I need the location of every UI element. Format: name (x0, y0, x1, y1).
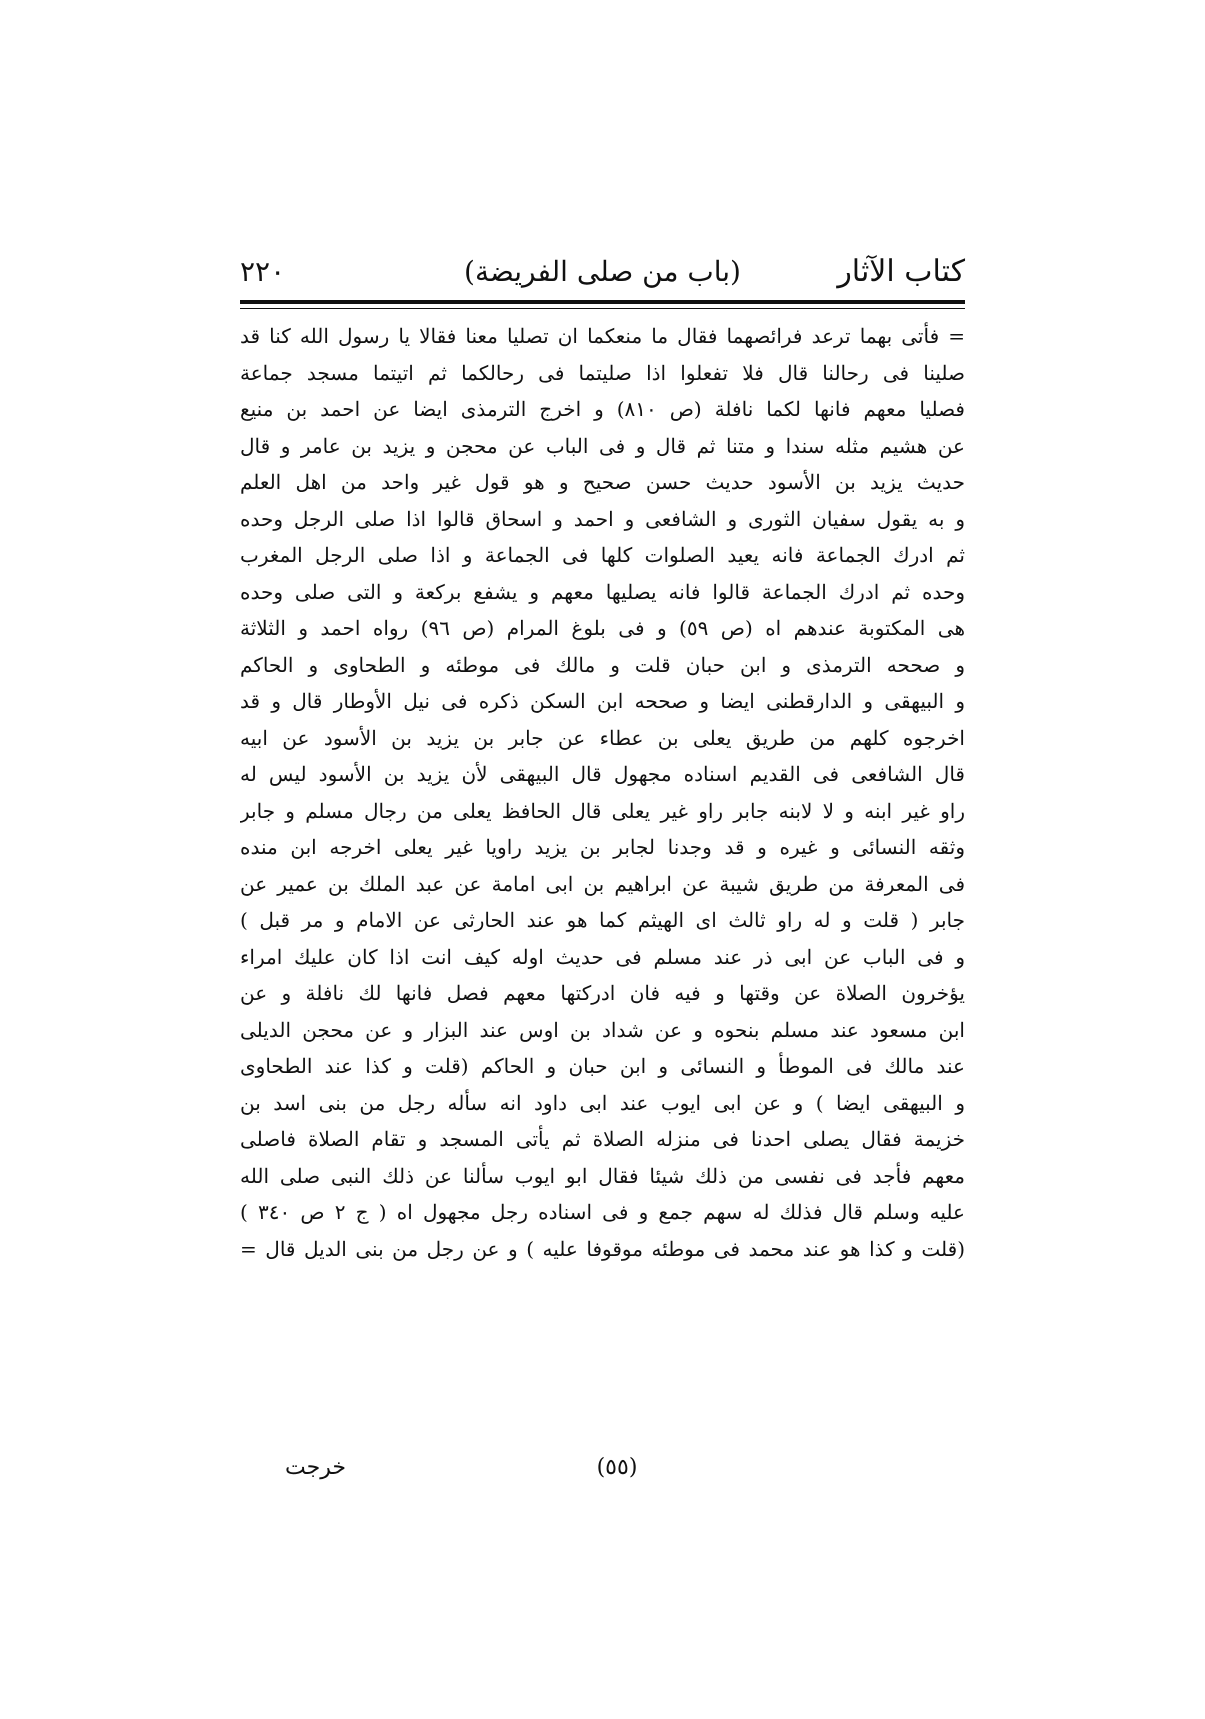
catchword: خرجت (285, 1455, 346, 1480)
text-line: و به يقول سفيان الثورى و الشافعى و احمد و اسحاق قالوا اذا صلى الرجل وحده (240, 506, 965, 531)
chapter-title: (باب من صلى الفريضة) (464, 255, 741, 288)
book-title: كتاب الآثار (837, 254, 965, 289)
text-line: صلينا فى رحالنا قال فلا تفعلوا اذا صليتما فى رحالكما ثم اتيتما مسجد جماعة (240, 360, 965, 385)
text-line: وثقه النسائى و غيره و قد وجدنا لجابر بن يزيد راويا غير يعلى اخرجه ابن منده (240, 835, 965, 859)
text-line: و صححه الترمذى و ابن حبان قلت و مالك فى موطئه و الطحاوى و الحاكم (240, 652, 965, 677)
text-line: = فأتى بهما ترعد فرائصهما فقال ما منعكما ان تصليا معنا فقالا يا رسول الله كنا قد (240, 324, 965, 348)
text-line: و البيهقى و الدارقطنى ايضا و صححه ابن السكن ذكره فى نيل الأوطار قال و قد (240, 689, 965, 713)
body-text (240, 318, 965, 1267)
text-line: ابن مسعود عند مسلم بنحوه و عن شداد بن اوس عند البزار و عن محجن الديلى (240, 1017, 965, 1042)
page-header (240, 250, 965, 300)
text-line: يؤخرون الصلاة عن وقتها و فيه فان ادركتها معهم فصل فانها لك نافلة و عن (240, 981, 965, 1005)
text-line: فى المعرفة من طريق شيبة عن ابراهيم بن ابى امامة عن عبد الملك بن عمير عن (240, 871, 965, 896)
text-line: و فى الباب عن ابى ذر عند مسلم فى حديث اوله كيف انت اذا كان عليك امراء (240, 944, 965, 969)
text-line: (قلت و كذا هو عند محمد فى موطئه موقوفا عليه ) و عن رجل من بنى الديل قال = (240, 1236, 965, 1261)
text-line: عن هشيم مثله سندا و متنا ثم قال و فى الباب عن محجن و يزيد بن عامر و قال (240, 433, 965, 458)
text-line: راو غير ابنه و لا لابنه جابر راو غير يعلى قال الحافظ يعلى من رجال مسلم و جابر (240, 798, 965, 823)
page-number: ٢٢٠ (240, 255, 286, 288)
text-line: و البيهقى ايضا ) و عن ابى ايوب عند ابى داود انه سأله رجل من بنى اسد بن (240, 1090, 965, 1115)
text-line: ثم ادرك الجماعة فانه يعيد الصلوات كلها فى الجماعة و اذا صلى الرجل المغرب (240, 543, 965, 567)
text-line: معهم فأجد فى نفسى من ذلك شيئا فقال ابو ايوب سألنا عن ذلك النبى صلى الله (240, 1163, 965, 1188)
text-line: جابر ( قلت و له راو ثالث اى الهيثم كما هو عند الحارثى عن الامام و مر قبل ) (240, 908, 965, 932)
signature-mark: (٥٥) (596, 1455, 638, 1480)
header-rule-thick (240, 300, 965, 304)
text-line: عند مالك فى الموطأ و النسائى و ابن حبان و الحاكم (قلت و كذا عند الطحاوى (240, 1054, 965, 1078)
header-rule-thin (240, 308, 965, 309)
text-line: وحده ثم ادرك الجماعة قالوا فانه يصليها معهم و يشفع بركعة و التى صلى وحده (240, 579, 965, 604)
text-line: خزيمة فقال يصلى احدنا فى منزله الصلاة ثم يأتى المسجد و تقام الصلاة فاصلى (240, 1127, 965, 1151)
text-line: فصليا معهم فانها لكما نافلة (ص ٨١٠) و اخرج الترمذى ايضا عن احمد بن منيع (240, 397, 965, 421)
text-line: اخرجوه كلهم من طريق يعلى بن عطاء عن جابر بن يزيد بن الأسود عن ابيه (240, 725, 965, 750)
text-line: عليه وسلم قال فذلك له سهم جمع و فى اسناده رجل مجهول اه ( ج ٢ ص ٣٤٠ ) (240, 1200, 965, 1224)
page-footer (240, 1450, 965, 1490)
text-line: حديث يزيد بن الأسود حديث حسن صحيح و هو قول غير واحد من اهل العلم (240, 470, 965, 494)
text-line: قال الشافعى فى القديم اسناده مجهول قال البيهقى لأن يزيد بن الأسود ليس له (240, 762, 965, 786)
text-line: هى المكتوبة عندهم اه (ص ٥٩) و فى بلوغ المرام (ص ٩٦) رواه احمد و الثلاثة (240, 616, 965, 640)
